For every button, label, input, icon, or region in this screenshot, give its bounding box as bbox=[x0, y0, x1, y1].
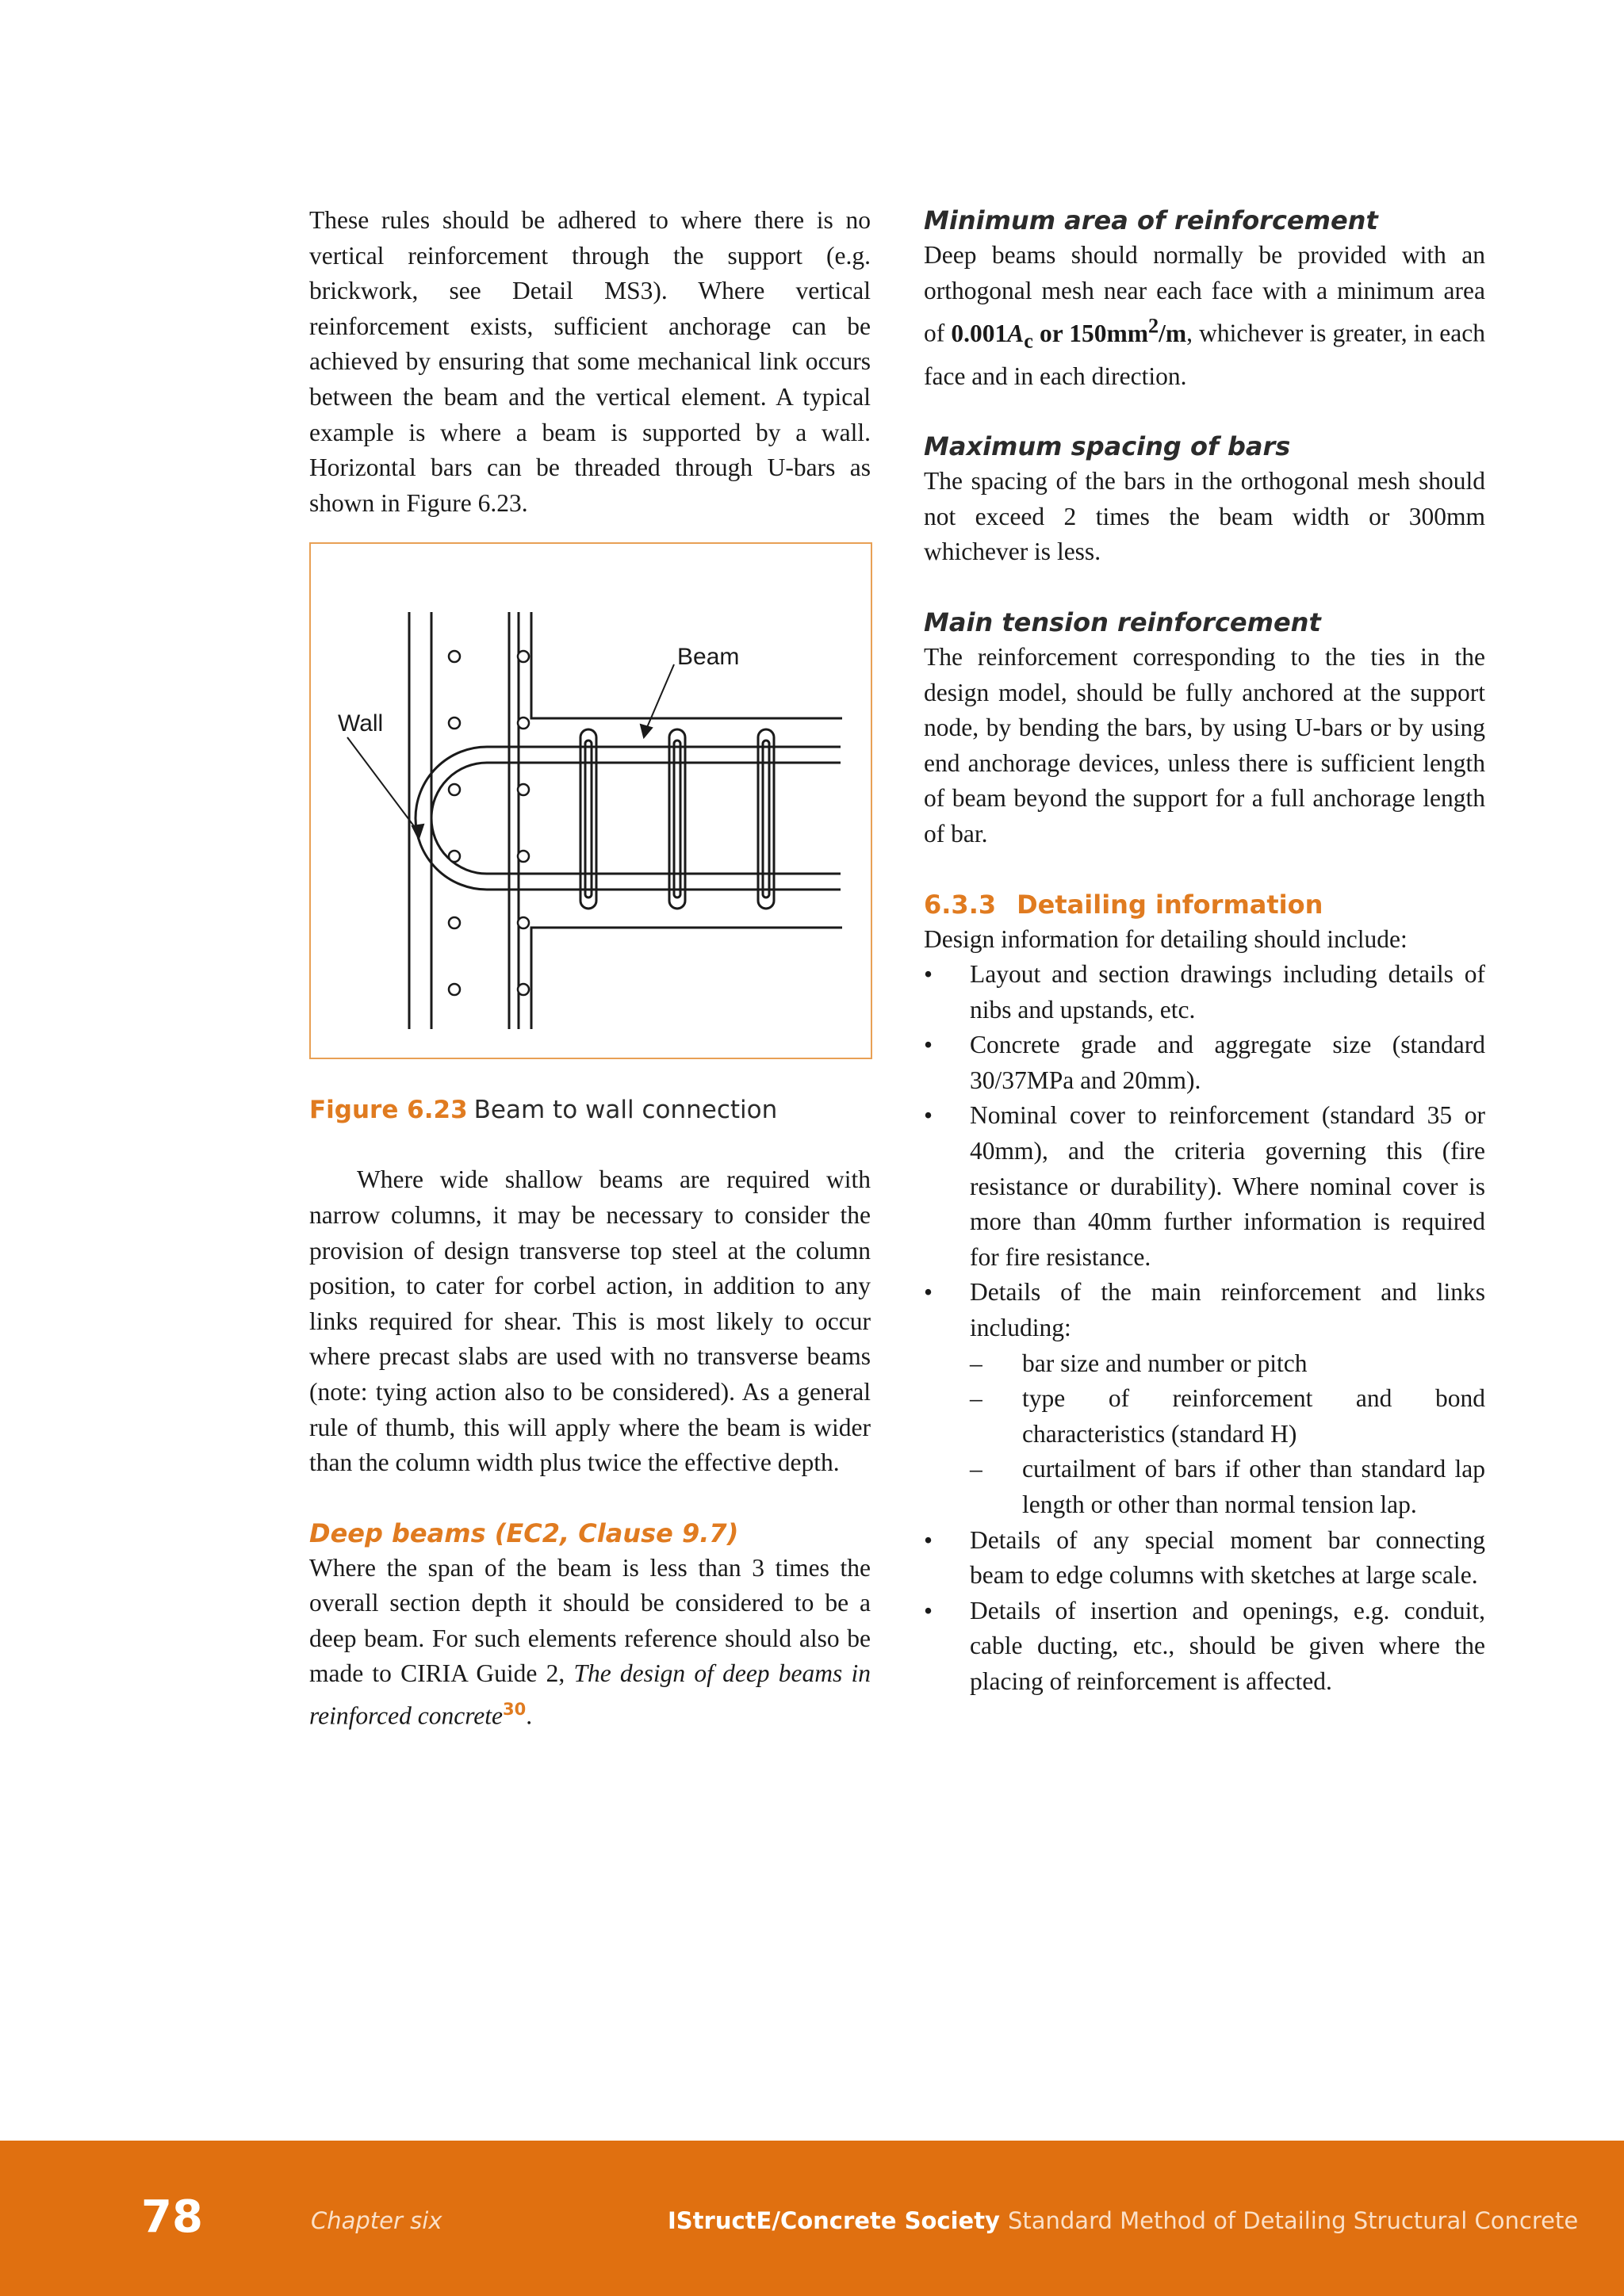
min-area-heading: Minimum area of reinforcement bbox=[924, 205, 1378, 235]
beam-wall-diagram bbox=[311, 544, 871, 1058]
figure-6-23 bbox=[309, 542, 872, 1059]
list-item: • Details of insertion and openings, e.g. conduit, cable ducting, etc., should be given where the placing of reinforcement is affected. bbox=[924, 1596, 1485, 1695]
figure-caption bbox=[309, 1093, 871, 1127]
sub-list-item: – type of reinforcement and bond characteristics (standard H) bbox=[970, 1384, 1485, 1448]
left-column bbox=[309, 203, 871, 1734]
list-item: • Details of any special moment bar connecting beam to edge columns with sketches at large scale. bbox=[924, 1525, 1485, 1590]
reference-superscript: 30 bbox=[503, 1700, 527, 1720]
deep-beams-paragraph: Where the span of the beam is less than 3 times the overall section depth it should be considered to be a deep beam. For such elements reference should also be made to CIRIA Guide 2, The design of deep beams in reinforced concrete$^{30}$. bbox=[309, 1553, 871, 1730]
main-tension-paragraph: The reinforcement corresponding to the ties in the design model, should be fully anchored at the support node, by bending the bars, by using U-bars or by using end anchorage devices, unless there is sufficient length of beam beyond the support for a full anchorage length of bar. bbox=[924, 642, 1485, 848]
sub-list-item: – curtailment of bars if other than standard lap length or other than normal tension lap. bbox=[970, 1455, 1485, 1519]
sub-list-item: – bar size and number or pitch bbox=[970, 1349, 1308, 1377]
sub-list bbox=[970, 1346, 1485, 1523]
list-item: • Details of the main reinforcement and links including: – bar size and number or pitch – type of reinforcement and bond characteristics (standard H) – curtailment of bars if other than standard lap length or other than normal tension lap. bbox=[924, 1275, 1485, 1522]
wall-label: Wall bbox=[338, 710, 384, 737]
section-intro: Design information for detailing should include: bbox=[924, 924, 1408, 953]
min-area-paragraph: Deep beams should normally be provided with an orthogonal mesh near each face with a minimum area of $0.001A_c$ or $150mm^2/m$, whichever is greater, in each face and in each direction. bbox=[924, 241, 1485, 390]
wide-beams-paragraph: Where wide shallow beams are required with narrow columns, it may be necessary to consider the provision of design transverse top steel at the column position, to cater for corbel action, in addition to any links required for shear. This is most likely to occur where precast slabs are used with no transverse beams (note: tying action also to be considered). As a general rule of thumb, this will apply where the beam is wider than the column width plus twice the effective depth. bbox=[309, 1165, 871, 1477]
intro-paragraph: These rules should be adhered to where there is no vertical reinforcement through the support (e.g. brickwork, see Detail MS3). Where vertical reinforcement exists, sufficient anchorage can be achieved by ensuring that some mechanical link occurs between the beam and the vertical element. A typical example is where a beam is supported by a wall. Horizontal bars can be threaded through U-bars as shown in Figure 6.23. bbox=[309, 206, 871, 517]
deep-beams-heading: Deep beams (EC2, Clause 9.7) bbox=[309, 1517, 739, 1548]
publication-credit bbox=[668, 2207, 1578, 2234]
main-tension-heading: Main tension reinforcement bbox=[924, 607, 1321, 637]
section-title: Detailing information bbox=[1017, 889, 1323, 920]
list-item: • Nominal cover to reinforcement (standard 35 or 40mm), and the criteria governing this (fire resistance or durability). Where nominal cover is more than 40mm further information is required for fire resistance. bbox=[924, 1101, 1485, 1271]
publisher-name: IStructE/Concrete Society bbox=[668, 2207, 1000, 2234]
book-title: Standard Method of Detailing Structural Concrete bbox=[1007, 2207, 1579, 2234]
page-number: 78 bbox=[141, 2191, 203, 2243]
ciria-title: The design of deep beams in reinforced concrete bbox=[309, 1659, 871, 1730]
beam-label: Beam bbox=[677, 644, 740, 671]
right-column bbox=[924, 203, 1485, 1700]
max-spacing-heading: Maximum spacing of bars bbox=[924, 431, 1291, 462]
detailing-list bbox=[924, 957, 1485, 1699]
figure-caption-text: Beam to wall connection bbox=[473, 1096, 778, 1125]
max-spacing-paragraph: The spacing of the bars in the orthogonal mesh should not exceed 2 times the beam width or 300mm whichever is less. bbox=[924, 467, 1485, 566]
list-item: • Concrete grade and aggregate size (standard 30/37MPa and 20mm). bbox=[924, 1031, 1485, 1094]
figure-caption-label: Figure 6.23 bbox=[309, 1096, 468, 1125]
page-footer bbox=[0, 2141, 1624, 2296]
list-item: • Layout and section drawings including details of nibs and upstands, etc. bbox=[924, 960, 1485, 1024]
section-heading bbox=[924, 887, 1485, 922]
chapter-label: Chapter six bbox=[311, 2207, 442, 2234]
section-number: 6.3.3 bbox=[924, 889, 997, 920]
